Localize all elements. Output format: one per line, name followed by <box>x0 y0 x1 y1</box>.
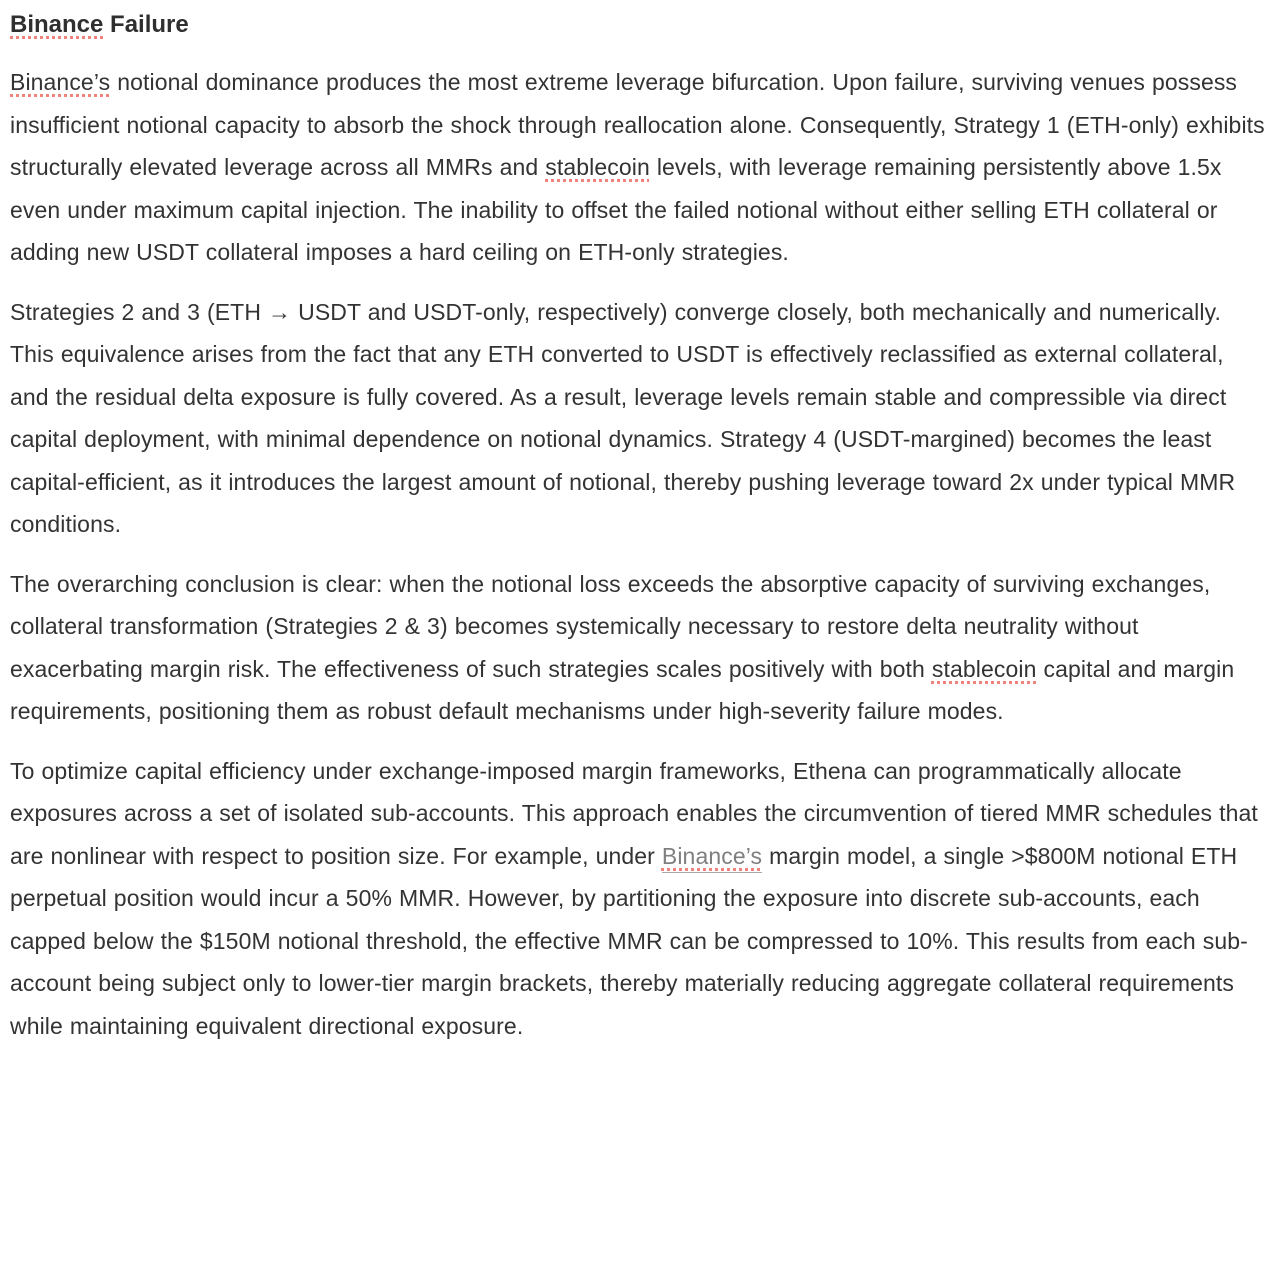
misspelled-term: Binance <box>10 11 104 38</box>
page-title <box>10 9 1268 40</box>
edited-term[interactable]: Binance’s <box>662 843 762 873</box>
paragraph-strategies-2-and-3 <box>10 291 1268 546</box>
text-segment: margin model, a single >$800M notional ETH perpetual position would incur a 50% MMR. However, by partitioning the exposure into discrete sub-accounts, each capped below the $150M notional threshold, the effective MMR can be compressed to 10%. This results from each sub-account being subject only to lower-tier margin brackets, thereby materially reducing aggregate collateral requirements while maintaining equivalent directional exposure. <box>10 842 1248 1039</box>
text-segment: To optimize capital efficiency under exchange-imposed margin frameworks, Ethena can programmatically allocate exposures across a set of isolated sub-accounts. This approach enables the circumvention of tiered MMR schedules that are nonlinear with respect to position size. For example, under <box>10 757 1258 869</box>
text-segment: levels, with leverage remaining persistently above 1.5x even under maximum capital injection. The inability to offset the failed notional without either selling ETH collateral or adding new USDT collateral imposes a hard ceiling on ETH-only strategies. <box>10 154 1222 265</box>
text-segment: notional dominance produces the most extreme leverage bifurcation. Upon failure, surviving venues possess insufficient notional capacity to absorb the shock through reallocation alone. Consequently, Strategy 1 (ETH-only) exhibits structurally elevated leverage across all MMRs and <box>10 69 1265 180</box>
text-segment: Failure <box>103 11 189 38</box>
paragraph-binance-failure-overview <box>10 61 1268 274</box>
text-segment: The overarching conclusion is clear: when the notional loss exceeds the absorptive capacity of surviving exchanges, collateral transformation (Strategies 2 & 3) becomes systemically necessary to restore delta neutrality without exacerbating margin risk. The effectiveness of such strategies scales positively with both <box>10 570 1211 682</box>
misspelled-term: Binance’s <box>10 69 111 95</box>
text-segment: Strategies 2 and 3 (ETH → USDT and USDT-only, respectively) converge closely, both mechanically and numerically. This equivalence arises from the fact that any ETH converted to USDT is effectively reclassified as external collateral, and the residual delta exposure is fully covered. As a result, leverage levels remain stable and compressible via direct capital deployment, with minimal dependence on notional dynamics. Strategy 4 (USDT-margined) becomes the least capital-efficient, as it introduces the largest amount of notional, thereby pushing leverage toward 2x under typical MMR conditions. <box>10 298 1236 537</box>
misspelled-term: stablecoin <box>931 655 1037 682</box>
text-segment: capital and margin requirements, positioning them as robust default mechanisms under high-severity failure modes. <box>10 655 1235 724</box>
document-body <box>10 9 1268 1047</box>
paragraph-subaccount-optimization <box>10 750 1268 1048</box>
paragraph-overarching-conclusion <box>10 563 1268 733</box>
misspelled-term: stablecoin <box>545 154 650 180</box>
